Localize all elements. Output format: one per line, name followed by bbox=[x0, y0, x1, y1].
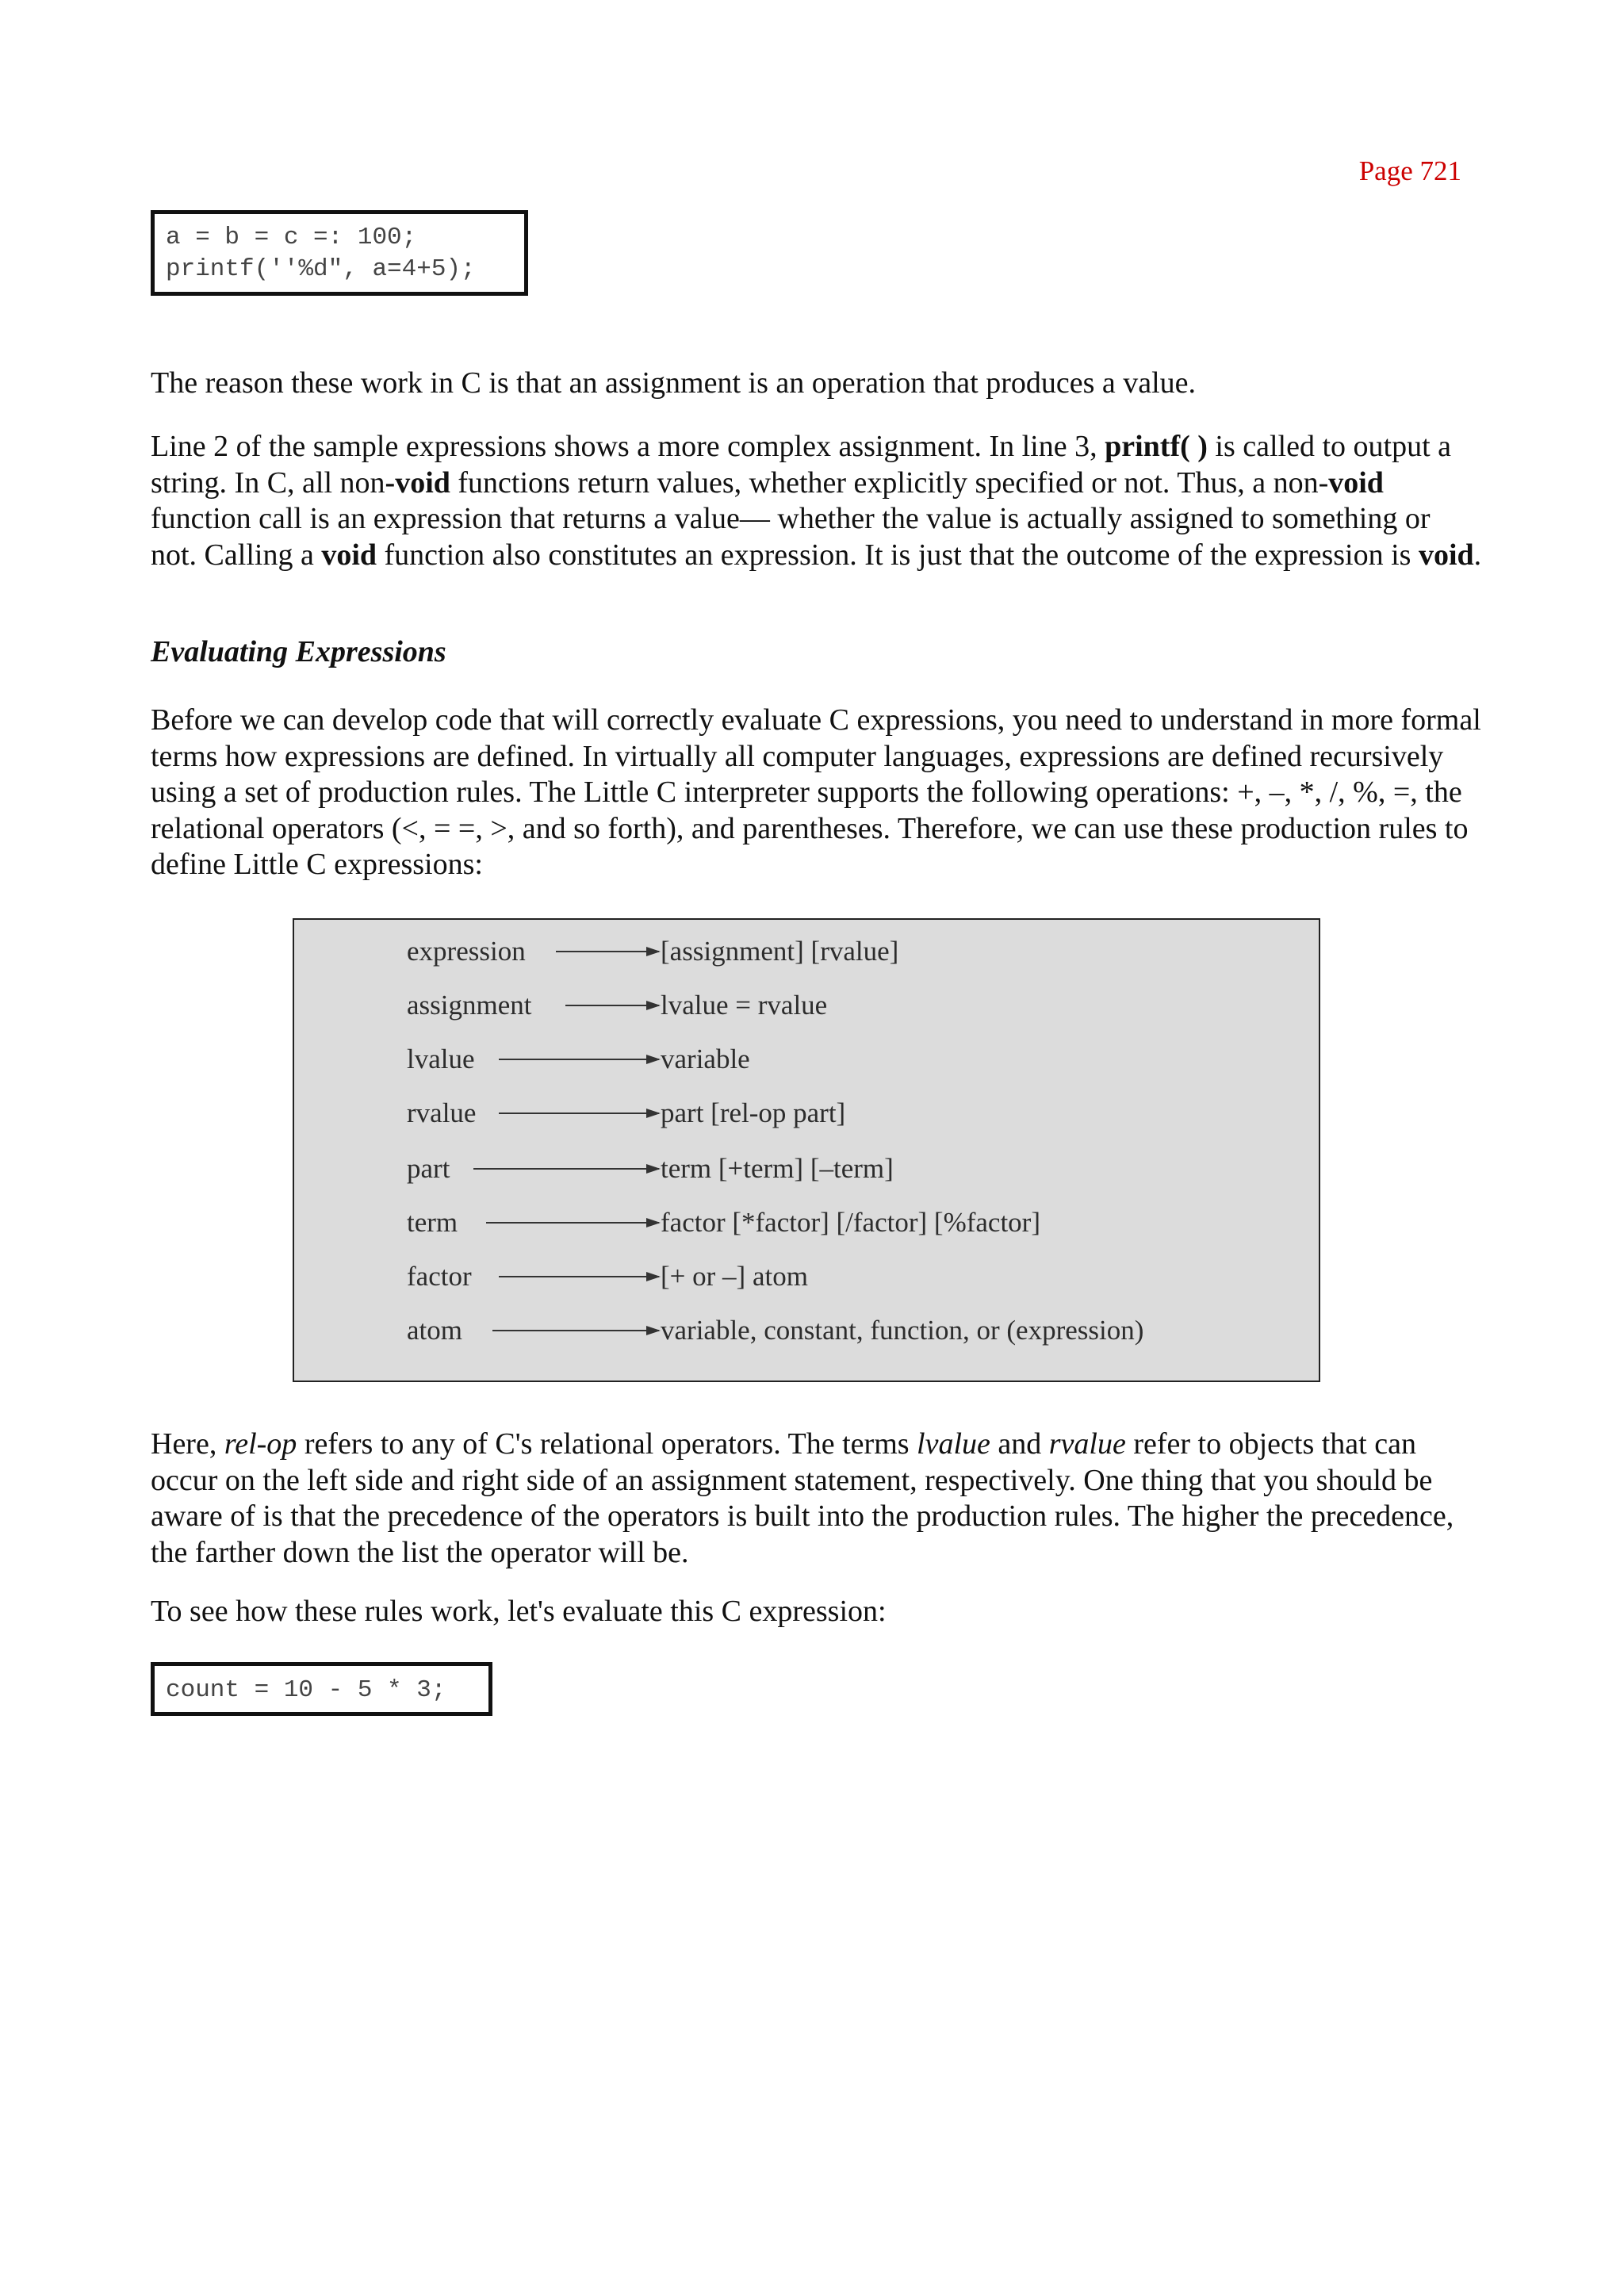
void-keyword: void bbox=[1328, 465, 1384, 500]
production-rules-figure bbox=[293, 918, 1320, 1382]
rule-lhs: term bbox=[407, 1207, 458, 1238]
rule-lhs: rvalue bbox=[407, 1097, 477, 1128]
code-block-assignment bbox=[151, 210, 528, 296]
arrow-icon bbox=[473, 1168, 659, 1170]
rule-lhs: part bbox=[407, 1153, 450, 1184]
text-run: refer to objects that can occur on the left side and right side of an assignment statement, respectively. One thing that you should be aware of is that the precedence of the operators is built into the production rules. The higher the precedence, the farther down the list the operator will be. bbox=[151, 1427, 1454, 1569]
text-run: is called to output a string. In C, all non bbox=[151, 430, 1452, 500]
void-keyword: void bbox=[1418, 538, 1474, 572]
section-heading: Evaluating Expressions bbox=[151, 635, 446, 668]
paragraph-production-rules-intro: Before we can develop code that will correctly evaluate C expressions, you need to understand in more formal terms how expressions are defined. In virtually all computer languages, expressions are defined recursively using a set of production rules. The Little C interpreter supports the following operations: +, –, *, /, %, =, the relational operators (<, = =, >, and so forth), and parentheses. Therefore, we can use these production rules to define Little C expressions: bbox=[151, 703, 1481, 881]
production-rule bbox=[294, 1036, 1319, 1083]
rule-rhs: [+ or –] atom bbox=[661, 1261, 808, 1292]
rule-rhs: variable bbox=[661, 1044, 750, 1074]
production-rule bbox=[294, 982, 1319, 1029]
text-run: function also constitutes an expression. It is just that the outcome of the expression is bbox=[377, 538, 1419, 572]
code-line: a = b = c =: 100; bbox=[166, 224, 417, 251]
paragraph-assignment-value: The reason these work in C is that an assignment is an operation that produces a value. bbox=[151, 366, 1197, 400]
text-run: Here, bbox=[151, 1427, 224, 1461]
rule-rhs: part [rel-op part] bbox=[661, 1097, 846, 1128]
arrow-icon bbox=[499, 1059, 659, 1060]
rule-rhs: variable, constant, function, or (expression) bbox=[661, 1315, 1144, 1346]
production-rule bbox=[294, 1090, 1319, 1137]
printf-keyword: printf( ) bbox=[1105, 430, 1208, 463]
rule-lhs: expression bbox=[407, 936, 526, 967]
production-rule bbox=[294, 1199, 1319, 1247]
text-run: Line 2 of the sample expressions shows a more complex assignment. In line 3, bbox=[151, 430, 1105, 463]
text-run: . bbox=[1473, 538, 1482, 572]
arrow-icon bbox=[486, 1222, 659, 1224]
rule-lhs: lvalue bbox=[407, 1044, 475, 1074]
text-run: function call is an expression that returns a value— whether the value is actually assigned to something or not. Calling a bbox=[151, 502, 1431, 572]
production-rule bbox=[294, 1145, 1319, 1193]
arrow-icon bbox=[499, 1113, 659, 1114]
rule-rhs: term [+term] [–term] bbox=[661, 1153, 894, 1184]
code-line: count = 10 - 5 * 3; bbox=[166, 1676, 446, 1704]
code-line: printf(''%d", a=4+5); bbox=[166, 255, 476, 283]
text-run: refers to any of C's relational operators. The terms bbox=[297, 1427, 917, 1461]
arrow-icon bbox=[565, 1005, 659, 1006]
arrow-icon bbox=[492, 1330, 659, 1331]
rule-lhs: factor bbox=[407, 1261, 472, 1292]
production-rule bbox=[294, 928, 1319, 975]
paragraph-complex-assignment bbox=[151, 429, 1483, 573]
page-number: Page 721 bbox=[1358, 155, 1461, 186]
production-rule bbox=[294, 1307, 1319, 1354]
term-rel-op: rel-op bbox=[224, 1427, 297, 1461]
text-run: functions return values, whether explicitly specified or not. Thus, a non- bbox=[450, 465, 1329, 500]
production-rule bbox=[294, 1253, 1319, 1300]
code-block-count bbox=[151, 1662, 492, 1716]
arrow-icon bbox=[499, 1276, 659, 1277]
text-run: and bbox=[990, 1427, 1049, 1461]
rule-rhs: factor [*factor] [/factor] [%factor] bbox=[661, 1207, 1040, 1238]
paragraph-relop-explanation bbox=[151, 1427, 1483, 1571]
void-keyword: -void bbox=[385, 465, 450, 500]
term-rvalue: rvalue bbox=[1048, 1427, 1126, 1461]
rule-rhs: [assignment] [rvalue] bbox=[661, 936, 899, 967]
rule-lhs: atom bbox=[407, 1315, 462, 1346]
rule-rhs: lvalue = rvalue bbox=[661, 990, 828, 1021]
arrow-icon bbox=[556, 951, 659, 952]
paragraph-evaluate-intro: To see how these rules work, let's evaluate this C expression: bbox=[151, 1595, 887, 1628]
rule-lhs: assignment bbox=[407, 990, 532, 1021]
term-lvalue: lvalue bbox=[917, 1427, 990, 1461]
void-keyword: void bbox=[321, 538, 377, 572]
